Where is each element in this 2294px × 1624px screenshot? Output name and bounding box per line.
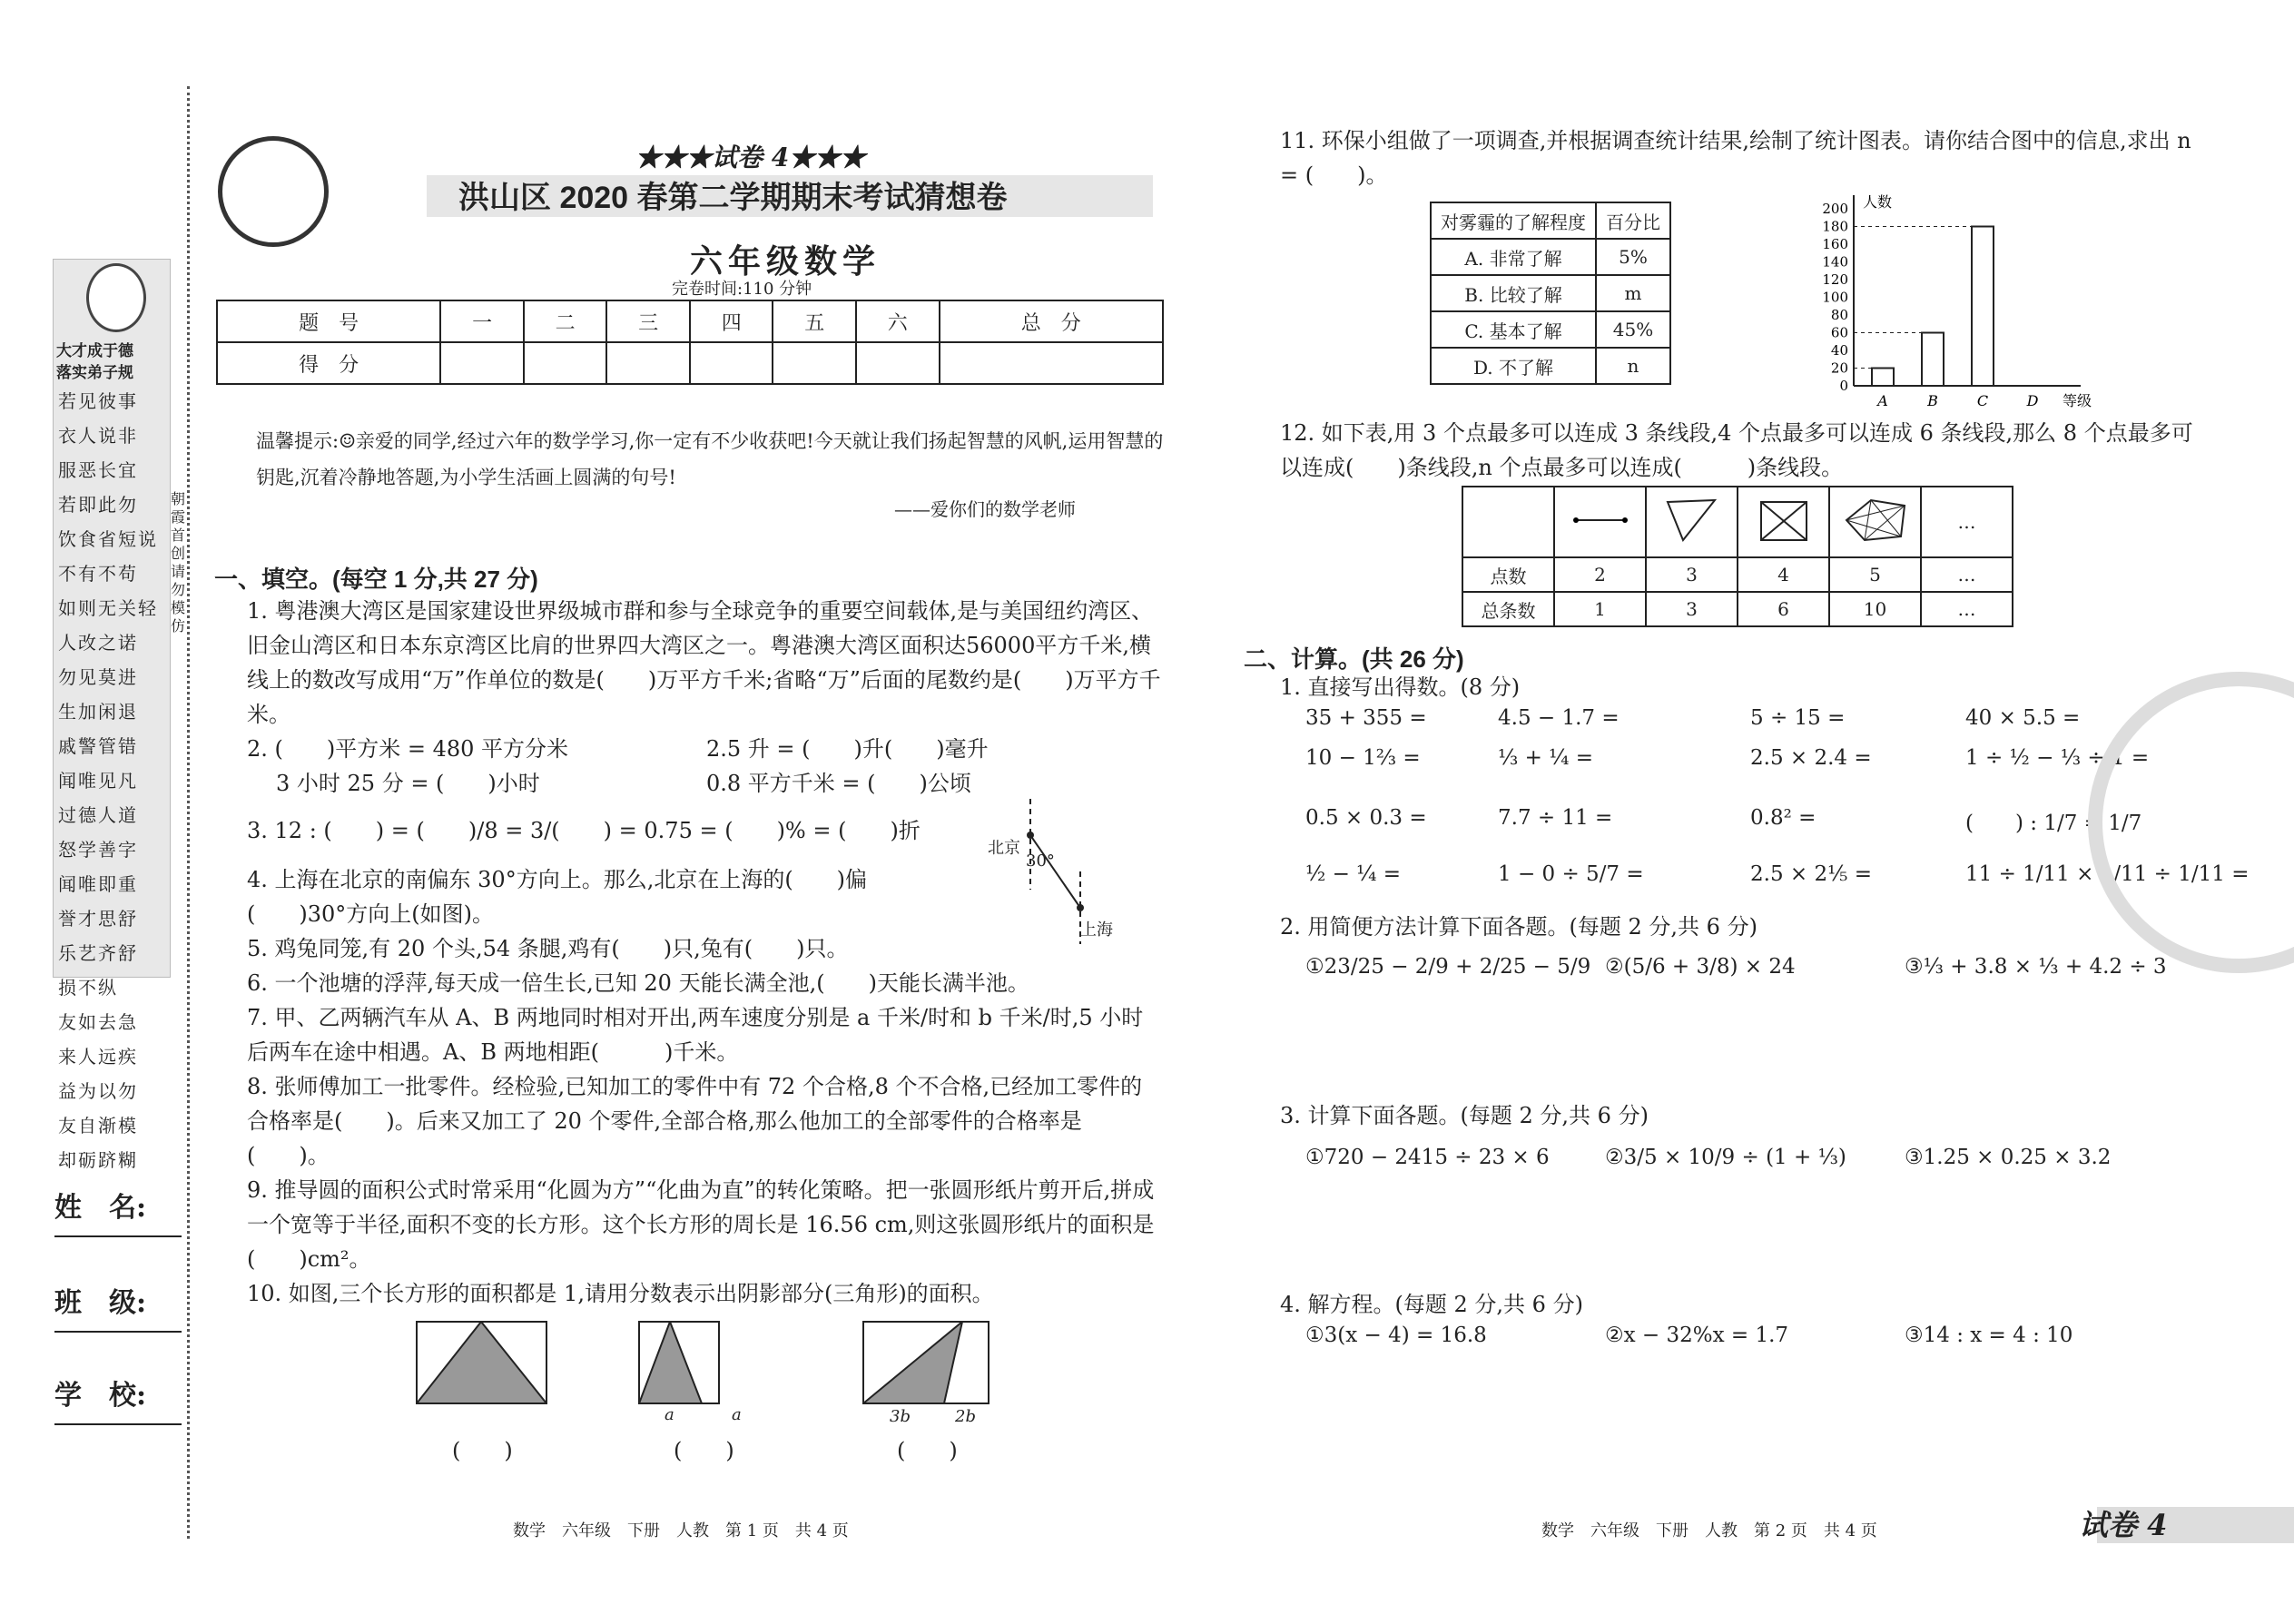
score-header: 总 分 [940,300,1163,342]
category-label: B [1927,392,1938,408]
calc-item: 1 ÷ ½ − ⅓ ÷ 1 = [1965,746,2150,770]
answer-blank-2[interactable]: ( ) [674,1438,734,1463]
score-cell[interactable] [606,342,690,384]
score-table [216,300,1164,385]
y-axis-label: 人数 [1863,193,1893,211]
calc-item: 35 + 355 = [1305,706,1427,730]
motto-line: 誉才思舒 [58,908,138,930]
slogan-1: 大才成于德 [56,342,133,360]
motto-line: 来人远疾 [58,1046,138,1068]
score-header: 六 [856,300,940,342]
calc-2-item-1: ①23/25 − 2/9 + 2/25 − 5/9 [1305,955,1591,979]
t12-cell: … [1921,592,2013,626]
question-2b: 2.5 升 = ( )升( )毫升 [706,736,989,762]
x-axis-label: 等级 [2063,392,2092,408]
motto-line: 如则无关轻 [58,597,158,619]
calc-item: 0.8² = [1750,806,1816,830]
name-field[interactable]: 姓 名: [54,1185,182,1225]
motto-line: 友自渐模 [58,1115,138,1137]
motto-line: 服恶长宜 [58,459,138,481]
score-header: 一 [440,300,524,342]
calc-item: 11 ÷ 1/11 × 1/11 ÷ 1/11 = [1965,862,2250,886]
map-angle: 30° [1026,851,1055,871]
calc-2-item-3: ③⅓ + 3.8 × ⅓ + 4.2 ÷ 3 [1905,955,2167,979]
shaded-triangle-1 [417,1322,546,1403]
calc-item: ½ − ¼ = [1305,862,1402,886]
y-tick-label: 100 [1822,289,1848,306]
figure-rect-3 [862,1321,989,1404]
question-10: 10. 如图,三个长方形的面积都是 1,请用分数表示出阴影部分(三角形)的面积。 [247,1281,994,1306]
score-header: 三 [606,300,690,342]
t11-cell: B. 比较了解 [1431,275,1596,311]
t11-header-2: 百分比 [1596,202,1670,239]
t11-cell: D. 不了解 [1431,348,1596,384]
calc-item: ( ) : 1/7 = 1/7 [1965,812,2142,835]
question-2a: 2. ( )平方米 = 480 平方分米 [247,736,569,762]
score-header: 五 [773,300,856,342]
tip-text: 温馨提示:☺亲爱的同学,经过六年的数学学习,你一定有不少收获吧!今天就让我们扬起智慧的风帆,运用智慧的钥匙,沉着冷静地答题,为小学生活画上圆满的句号! [256,430,1164,488]
exam-time: 完卷时间:110 分钟 [672,280,812,299]
score-header: 四 [690,300,773,342]
calc-4-item-2: ②x − 32%x = 1.7 [1605,1324,1789,1347]
motto-line: 损不纵 [58,977,118,999]
category-label: D [2026,392,2039,408]
y-tick-label: 80 [1830,307,1848,323]
motto-line: 闻唯即重 [58,873,138,895]
motto-line: 益为以勿 [58,1080,138,1102]
motto-line: 若见彼事 [58,390,138,412]
calc-3-item-2: ②3/5 × 10/9 ÷ (1 + ⅓) [1605,1146,1846,1169]
footer-left: 数学 六年级 下册 人教 第 1 页 共 4 页 [513,1521,849,1540]
calc-item: ⅓ + ¼ = [1498,746,1594,770]
calc-item: 2.5 × 2⅕ = [1750,862,1872,886]
calc-2-title: 2. 用简便方法计算下面各题。(每题 2 分,共 6 分) [1280,914,1757,940]
question-2d: 0.8 平方千米 = ( )公顷 [706,771,971,796]
calc-4-item-1: ①3(x − 4) = 16.8 [1305,1324,1487,1347]
motto-line: 过德人道 [58,804,138,826]
fig-5pts [1829,487,1921,557]
motto-line: 戚警管错 [58,735,138,757]
map-beijing: 北京 [988,839,1020,858]
motto-line: 友如去急 [58,1011,138,1033]
calc-4-item-3: ③14 : x = 4 : 10 [1905,1324,2073,1347]
fig-4pts [1738,487,1829,557]
answer-blank-3[interactable]: ( ) [897,1438,958,1463]
t12-cell: 2 [1554,557,1646,592]
direction-line [1030,835,1080,908]
y-tick-label: 140 [1822,253,1848,271]
calc-item: 0.5 × 0.3 = [1305,806,1427,830]
calc-item: 5 ÷ 15 = [1750,706,1846,730]
motto-text [58,390,163,1184]
class-field[interactable]: 班 级: [54,1280,182,1320]
scholar-icon [86,263,146,332]
motto-line: 却砺跻糊 [58,1149,138,1171]
fig-label-a1: a [665,1405,674,1424]
question-9: 9. 推导圆的面积公式时常采用“化圆为方”“化曲为直”的转化策略。把一张圆形纸片剪开后,拼成一个宽等于半径,面积不变的长方形。这个长方形的周长是 16.56 cm,则这张圆形纸片的面积是( )cm²。 [247,1177,1155,1272]
t11-cell: A. 非常了解 [1431,239,1596,275]
shaded-triangle-2 [639,1322,702,1403]
figure-rect-1 [416,1321,547,1404]
t12-cell: 10 [1829,592,1921,626]
t12-cell: 6 [1738,592,1829,626]
question-3: 3. 12 : ( ) = ( )/8 = 3/( ) = 0.75 = ( )% = ( )折 [247,818,921,843]
calc-3-title: 3. 计算下面各题。(每题 2 分,共 6 分) [1280,1103,1649,1128]
y-tick-label: 120 [1822,271,1848,288]
fig-ellipsis: … [1921,487,2013,557]
motto-line: 勿见莫进 [58,666,138,688]
answer-blank-1[interactable]: ( ) [452,1438,513,1463]
question-11: 11. 环保小组做了一项调查,并根据调查统计结果,绘制了统计图表。请你结合图中的信息,求出 n = ( )。 [1280,128,2191,188]
section-2-title: 二、计算。(共 26 分) [1244,645,1464,673]
score-header: 二 [524,300,607,342]
y-tick-label: 180 [1822,218,1848,235]
t12-cell: 4 [1738,557,1829,592]
section-1-title: 一、填空。(每空 1 分,共 27 分) [214,566,538,593]
motto-line: 衣人说非 [58,425,138,447]
subject-heading: 六年级数学 [690,242,881,280]
paper-number: ★★★试卷 4★★★ [635,143,866,172]
slogan-2: 落实弟子规 [56,364,133,382]
t12-row2-label: 总条数 [1462,592,1554,626]
motto-line: 不有不苟 [58,563,138,585]
figure-rect-2 [638,1321,720,1404]
shanghai-point [1077,904,1084,911]
y-tick-label: 0 [1839,378,1848,394]
calc-item: 1 − 0 ÷ 5/7 = [1498,862,1644,886]
motto-line: 生加闲退 [58,701,138,723]
t12-cell: … [1921,557,2013,592]
calc-item: 7.7 ÷ 11 = [1498,806,1613,830]
shaded-triangle-3 [863,1322,962,1403]
fig-label-2b: 2b [955,1407,976,1426]
survey-table [1430,202,1671,385]
beijing-point [1027,832,1034,839]
school-field[interactable]: 学 校: [54,1373,182,1412]
tip-sign: ——爱你们的数学老师 [894,498,1076,520]
t12-cell: 3 [1646,592,1738,626]
t11-cell: n [1596,348,1670,384]
vertical-note: 朝霞首创 请勿模仿 [171,490,201,635]
fig-label-a2: a [732,1405,742,1424]
question-2c: 3 小时 25 分 = ( )小时 [276,771,540,796]
motto-line: 饮食省短说 [58,528,158,550]
calc-4-title: 4. 解方程。(每题 2 分,共 6 分) [1280,1292,1583,1317]
score-cell[interactable] [773,342,856,384]
question-8: 8. 张师傅加工一批零件。经检验,已知加工的零件中有 72 个合格,8 个不合格,已经加工零件的合格率是( )。后来又加工了 20 个零件,全部合格,那么他加工的全部零件的合格率是( )。 [247,1074,1143,1168]
bar [1922,333,1944,387]
y-tick-label: 60 [1830,324,1848,341]
score-header: 题 号 [217,300,440,342]
score-cell[interactable] [440,342,524,384]
question-4: 4. 上海在北京的南偏东 30°方向上。那么,北京在上海的( )偏( )30°方向上(如图)。 [247,867,868,927]
secret-seal-watermark [2088,672,2294,973]
t12-cell: 3 [1646,557,1738,592]
calc-item: 2.5 × 2.4 = [1750,746,1872,770]
t12-cell: 5 [1829,557,1921,592]
bar [1872,369,1894,387]
calc-2-item-2: ②(5/6 + 3/8) × 24 [1605,955,1796,979]
motto-line: 闻唯见凡 [58,770,138,792]
category-label: A [1877,392,1888,408]
score-label: 得 分 [217,342,440,384]
fig-2pts [1554,487,1646,557]
t11-cell: 45% [1596,311,1670,348]
calc-3-item-1: ①720 − 2415 ÷ 23 × 6 [1305,1146,1550,1169]
y-tick-label: 200 [1822,201,1848,217]
score-cell[interactable] [940,342,1163,384]
motto-line: 若即此勿 [58,494,138,516]
question-12: 12. 如下表,用 3 个点最多可以连成 3 条线段,4 个点最多可以连成 6 条线段,那么 8 个点最多可以连成( )条线段,n 个点最多可以连成( )条线段。 [1280,420,2193,480]
y-tick-label: 40 [1830,342,1848,359]
logo-seal [218,136,329,247]
bar [1972,227,1994,387]
fig-3pts [1646,487,1738,557]
question-5: 5. 鸡兔同笼,有 20 个头,54 条腿,鸡有( )只,兔有( )只。 [247,936,849,961]
motto-line: 怒学善字 [58,839,138,861]
t11-cell: m [1596,275,1670,311]
t11-cell: 5% [1596,239,1670,275]
motto-line: 人改之诺 [58,632,138,654]
calc-3-item-3: ③1.25 × 0.25 × 3.2 [1905,1146,2112,1169]
points-table [1462,486,2013,627]
footer-right: 数学 六年级 下册 人教 第 2 页 共 4 页 [1541,1521,1877,1540]
binding-dotted-line [187,86,190,1539]
map-shanghai: 上海 [1080,920,1113,940]
question-7: 7. 甲、乙两辆汽车从 A、B 两地同时相对开出,两车速度分别是 a 千米/时和 b 千米/时,5 小时后两车在途中相遇。A、B 两地相距( )千米。 [247,1005,1144,1065]
score-cell[interactable] [856,342,940,384]
calc-item: 40 × 5.5 = [1965,706,2081,730]
y-tick-label: 160 [1822,236,1848,252]
fig-label-3b: 3b [890,1407,911,1426]
t12-row1-label: 点数 [1462,557,1554,592]
question-6: 6. 一个池塘的浮萍,每天成一倍生长,已知 20 天能长满全池,( )天能长满半池。 [247,970,1029,996]
t11-header-1: 对雾霾的了解程度 [1431,202,1596,239]
t11-cell: C. 基本了解 [1431,311,1596,348]
paper-badge: 试卷 4 [2079,1508,2168,1542]
calc-item: 4.5 − 1.7 = [1498,706,1620,730]
y-tick-label: 20 [1830,359,1848,377]
t12-cell: 1 [1554,592,1646,626]
t12-blank [1462,487,1554,557]
calc-1-title: 1. 直接写出得数。(8 分) [1280,674,1521,700]
motto-line: 乐艺齐舒 [58,942,138,964]
bar-chart [1807,182,2106,408]
category-label: C [1976,392,1989,408]
calc-item: 10 − 1⅔ = [1305,746,1421,770]
question-1: 1. 粤港澳大湾区是国家建设世界级城市群和参与全球竞争的重要空间载体,是与美国纽约湾区、旧金山湾区和日本东京湾区比肩的世界四大湾区之一。粤港澳大湾区面积达56000平方千米,横线上的数改写成用“万”作单位的数是( )万平方千米;省略“万”后面的尾数约是( )万平方千米。 [247,598,1161,727]
score-cell[interactable] [524,342,607,384]
page-title: 洪山区 2020 春第二学期期末考试猜想卷 [458,181,1008,215]
score-cell[interactable] [690,342,773,384]
